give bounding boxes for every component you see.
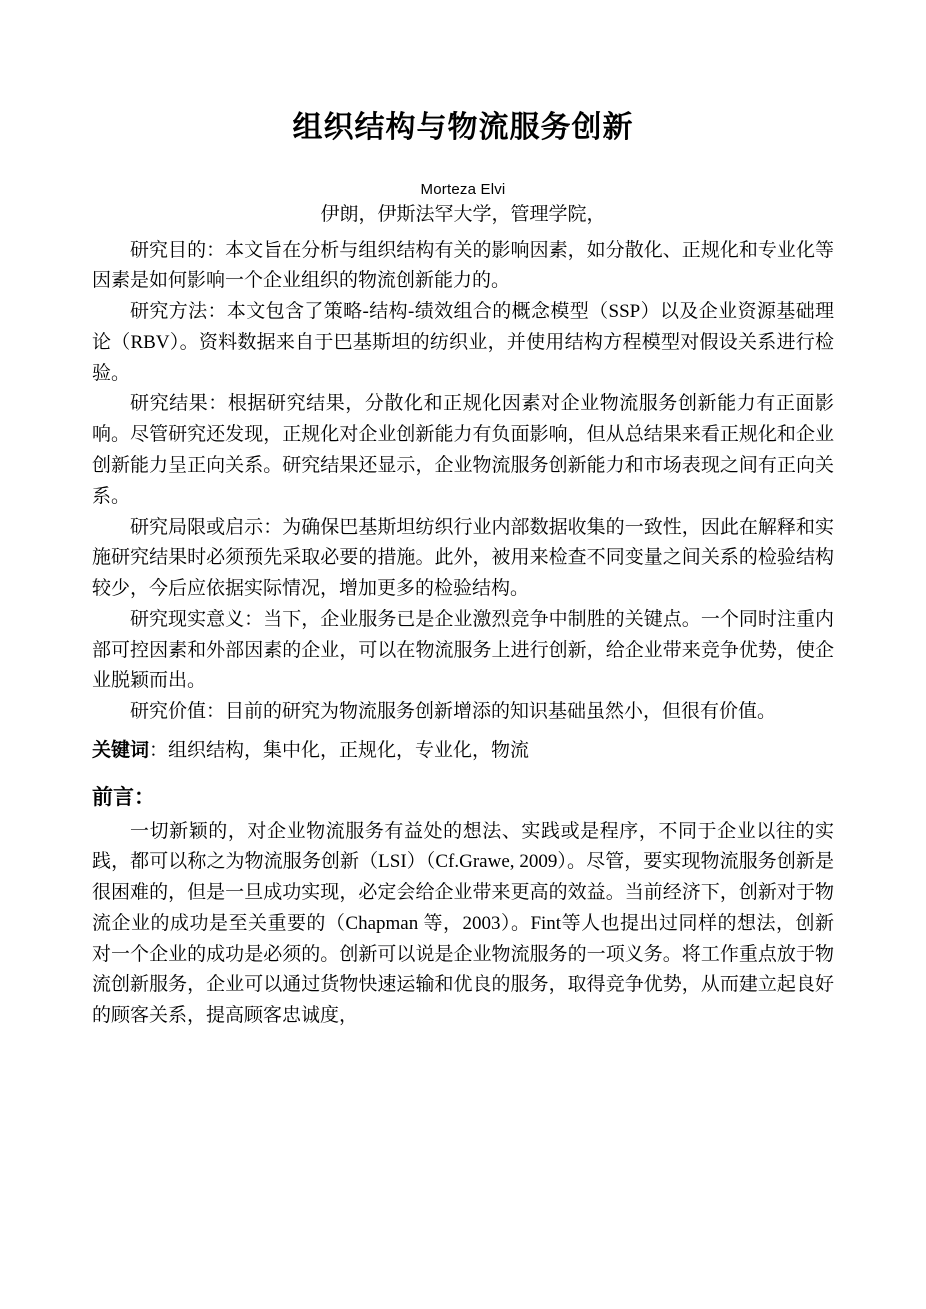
abstract-paragraph-method: 研究方法：本文包含了策略-结构-绩效组合的概念模型（SSP）以及企业资源基础理论（RBV）。资料数据来自于巴基斯坦的纺织业，并使用结构方程模型对假设关系进行检验。 [92, 301, 834, 384]
introduction-paragraph: 一切新颖的，对企业物流服务有益处的想法、实践或是程序，不同于企业以往的实践，都可以称之为物流服务创新（LSI）（Cf.Grawe, 2009）。尽管，要实现物流服务创新是很困难的，但是一旦成功实现，必定会给企业带来更高的效益。当前经济下，创新对于物流企业的成功是至关重要的（Chapman 等，2003）。Fint等人也提出过同样的想法，创新对一个企业的成功是必须的。创新可以说是企业物流服务的一项义务。将工作重点放于物流创新服务，企业可以通过货物快速运输和优良的服务，取得竞争优势，从而建立起良好的顾客关系，提高顾客忠诚度， [92, 820, 834, 1027]
section-heading-introduction: 前言： [92, 784, 155, 809]
abstract-paragraph-limitations: 研究局限或启示：为确保巴基斯坦纺织行业内部数据收集的一致性，因此在解释和实施研究结果时必须预先采取必要的措施。此外，被用来检查不同变量之间关系的检验结构较少，今后应依据实际情况，增加更多的检验结构。 [92, 516, 834, 600]
page-title: 组织结构与物流服务创新 [292, 111, 634, 144]
keywords-value: 组织结构，集中化，正规化，专业化，物流 [168, 739, 530, 761]
abstract-paragraph-results: 研究结果：根据研究结果，分散化和正规化因素对企业物流服务创新能力有正面影响。尽管研究还发现，正规化对企业创新能力有负面影响，但从总结果来看正规化和企业创新能力呈正向关系。研究结果还显示，企业物流服务创新能力和市场表现之间有正向关系。 [92, 393, 834, 507]
abstract-paragraph-purpose: 研究目的：本文旨在分析与组织结构有关的影响因素，如分散化、正规化和专业化等因素是如何影响一个企业组织的物流创新能力的。 [92, 239, 834, 292]
keywords-label: 关键词 [92, 739, 150, 761]
keywords-separator: ： [149, 739, 169, 761]
author-affiliation: 伊朗，伊斯法罕大学，管理学院， [320, 204, 606, 225]
keywords-line [92, 736, 834, 767]
abstract-paragraph-implications: 研究现实意义：当下，企业服务已是企业激烈竞争中制胜的关键点。一个同时注重内部可控因素和外部因素的企业，可以在物流服务上进行创新，给企业带来竞争优势，使企业脱颖而出。 [92, 608, 834, 692]
abstract-paragraph-value: 研究价值：目前的研究为物流服务创新增添的知识基础虽然小，但很有价值。 [130, 701, 777, 723]
author-name: Morteza Elvi [420, 181, 506, 198]
